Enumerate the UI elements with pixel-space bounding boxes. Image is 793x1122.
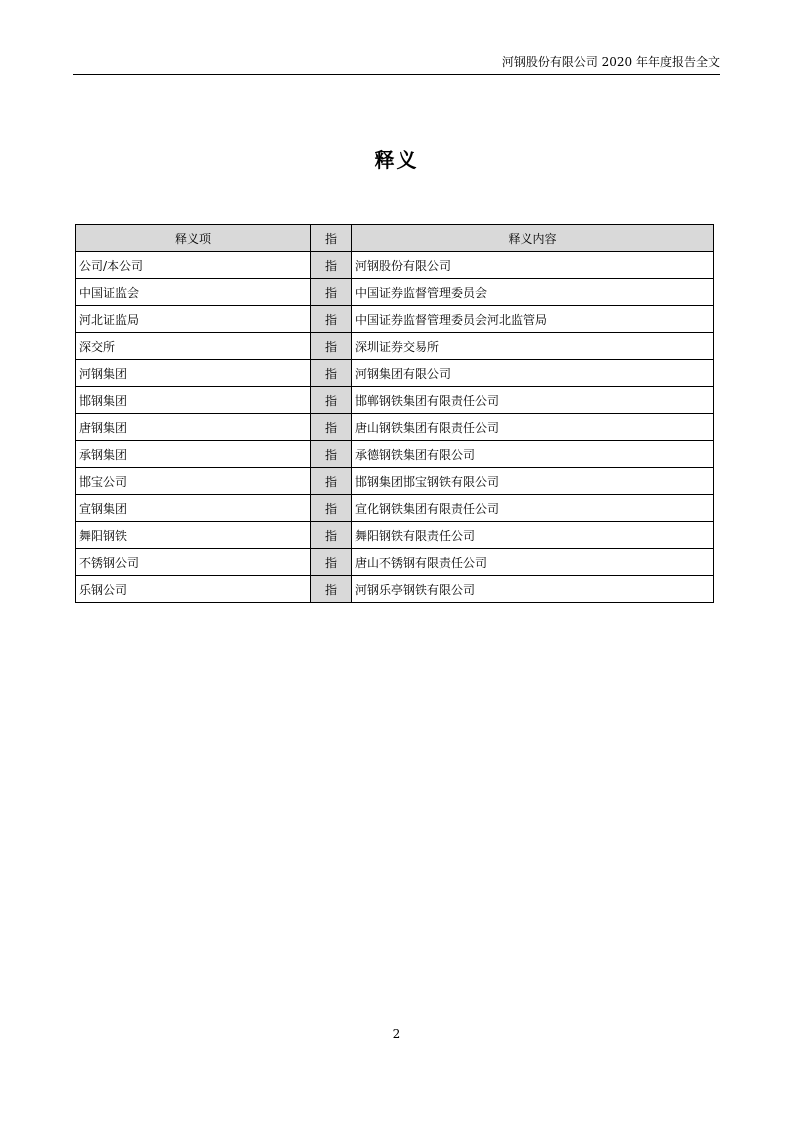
table-row: [76, 576, 714, 603]
table-row: [76, 279, 714, 306]
table-row: [76, 549, 714, 576]
page-number: 2: [392, 1027, 401, 1041]
row-refers: 指: [311, 549, 352, 576]
table-row: [76, 495, 714, 522]
row-definition: 唐山钢铁集团有限责任公司: [352, 414, 714, 441]
row-term: 中国证监会: [76, 279, 311, 306]
header-divider: [73, 74, 720, 75]
row-refers: 指: [311, 468, 352, 495]
table-row: [76, 522, 714, 549]
page-title: 释义: [374, 148, 419, 172]
row-definition: 河钢乐亭钢铁有限公司: [352, 576, 714, 603]
row-refers: 指: [311, 360, 352, 387]
table-row: [76, 306, 714, 333]
row-definition: 邯钢集团邯宝钢铁有限公司: [352, 468, 714, 495]
row-term: 不锈钢公司: [76, 549, 311, 576]
row-definition: 中国证券监督管理委员会河北监管局: [352, 306, 714, 333]
table-row: [76, 441, 714, 468]
column-header-term: 释义项: [76, 225, 311, 252]
row-term: 深交所: [76, 333, 311, 360]
row-term: 乐钢公司: [76, 576, 311, 603]
row-refers: 指: [311, 576, 352, 603]
row-term: 河北证监局: [76, 306, 311, 333]
row-definition: 河钢股份有限公司: [352, 252, 714, 279]
row-refers: 指: [311, 306, 352, 333]
definitions-table: [75, 224, 714, 603]
table-row: [76, 387, 714, 414]
row-definition: 唐山不锈钢有限责任公司: [352, 549, 714, 576]
row-refers: 指: [311, 333, 352, 360]
column-header-refers: 指: [311, 225, 352, 252]
row-refers: 指: [311, 441, 352, 468]
row-term: 邯宝公司: [76, 468, 311, 495]
row-refers: 指: [311, 387, 352, 414]
row-refers: 指: [311, 522, 352, 549]
row-refers: 指: [311, 414, 352, 441]
row-refers: 指: [311, 279, 352, 306]
row-definition: 中国证券监督管理委员会: [352, 279, 714, 306]
row-definition: 舞阳钢铁有限责任公司: [352, 522, 714, 549]
row-definition: 深圳证券交易所: [352, 333, 714, 360]
row-definition: 河钢集团有限公司: [352, 360, 714, 387]
row-refers: 指: [311, 495, 352, 522]
row-definition: 承德钢铁集团有限公司: [352, 441, 714, 468]
page-header: 河钢股份有限公司 2020 年年度报告全文: [501, 55, 720, 69]
row-term: 宣钢集团: [76, 495, 311, 522]
row-definition: 邯郸钢铁集团有限责任公司: [352, 387, 714, 414]
table-row: [76, 414, 714, 441]
table-row: [76, 252, 714, 279]
row-term: 河钢集团: [76, 360, 311, 387]
table-row: [76, 468, 714, 495]
row-refers: 指: [311, 252, 352, 279]
row-term: 唐钢集团: [76, 414, 311, 441]
row-term: 承钢集团: [76, 441, 311, 468]
row-definition: 宣化钢铁集团有限责任公司: [352, 495, 714, 522]
column-header-definition: 释义内容: [352, 225, 714, 252]
table-row: [76, 333, 714, 360]
row-term: 公司/本公司: [76, 252, 311, 279]
table-header-row: [76, 225, 714, 252]
row-term: 舞阳钢铁: [76, 522, 311, 549]
table-row: [76, 360, 714, 387]
row-term: 邯钢集团: [76, 387, 311, 414]
